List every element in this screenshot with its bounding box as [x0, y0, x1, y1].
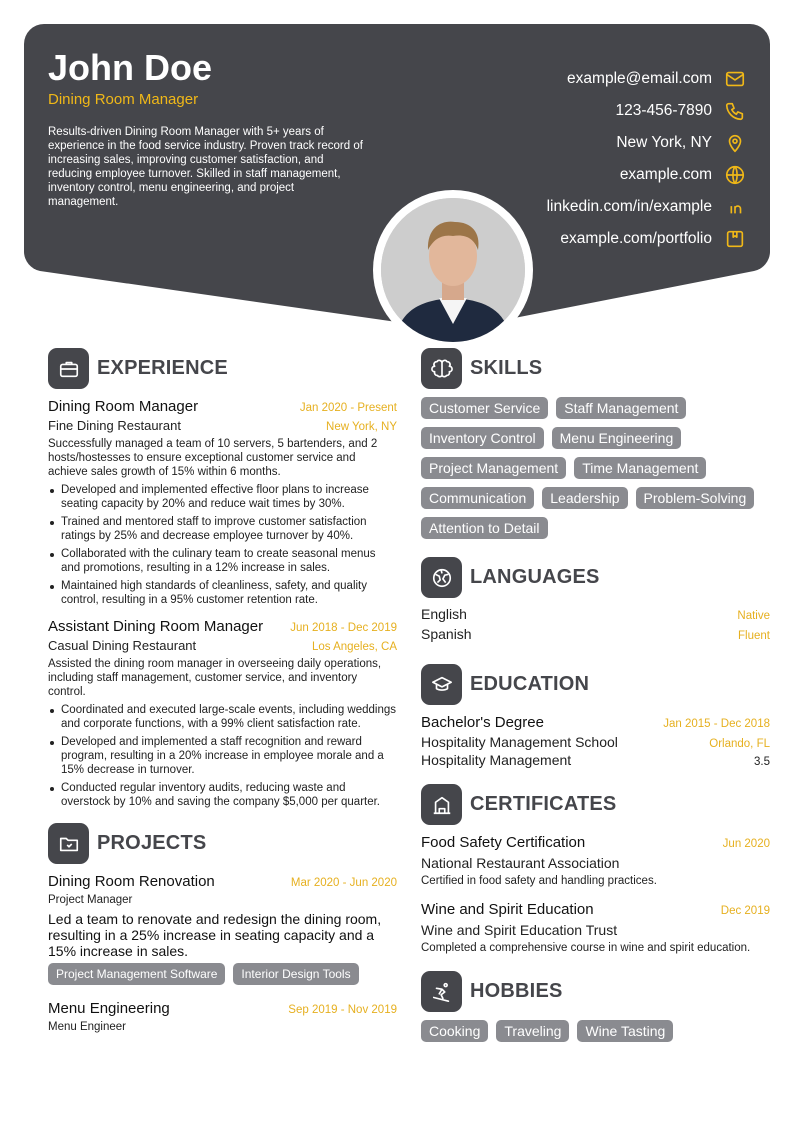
contact-location — [446, 127, 746, 159]
phone-text[interactable]: 123-456-7890 — [615, 102, 712, 119]
building-icon — [421, 784, 462, 825]
projects-title: PROJECTS — [97, 832, 207, 854]
project-item — [48, 999, 397, 1034]
skills-title: SKILLS — [470, 357, 543, 379]
profile-photo — [373, 190, 533, 350]
right-column — [421, 348, 770, 1042]
project-title: Menu Engineering — [48, 1000, 170, 1017]
language-level: Fluent — [738, 630, 770, 642]
school-name: Hospitality Management School — [421, 734, 618, 750]
job-title: Dining Room Manager — [48, 398, 199, 415]
certificates-header — [421, 784, 770, 825]
location-text: New York, NY — [616, 134, 712, 151]
skill-tag: Leadership — [542, 487, 627, 509]
job-description: Successfully managed a team of 10 servers, 5 bartenders, and 2 hosts/hostesses to ensure exceptional customer service and achieve sales growth of 15% within 6 months. — [48, 438, 378, 478]
contact-email[interactable] — [446, 63, 746, 95]
experience-item — [48, 617, 397, 809]
graduation-cap-icon — [421, 664, 462, 705]
school-location: Orlando, FL — [709, 738, 770, 750]
certificate-title: Food Safety Certification — [421, 834, 586, 851]
skill-tag: Attention to Detail — [421, 517, 548, 539]
education-title: EDUCATION — [470, 673, 590, 695]
certificate-date: Dec 2019 — [720, 905, 770, 917]
certificate-issuer: Wine and Spirit Education Trust — [421, 922, 618, 938]
skill-tag: Inventory Control — [421, 427, 544, 449]
certificate-title: Wine and Spirit Education — [421, 901, 594, 918]
language-row — [421, 626, 770, 646]
experience-title: EXPERIENCE — [97, 357, 228, 379]
projects-header — [48, 823, 397, 864]
email-icon — [724, 68, 746, 90]
language-name: English — [421, 606, 467, 622]
languages-title: LANGUAGES — [470, 566, 600, 588]
briefcase-icon — [48, 348, 89, 389]
hobby-tag: Wine Tasting — [577, 1020, 673, 1042]
person-photo — [381, 198, 525, 342]
job-date: Jun 2018 - Dec 2019 — [290, 622, 397, 634]
education-date: Jan 2015 - Dec 2018 — [663, 718, 770, 730]
language-name: Spanish — [421, 626, 472, 642]
job-bullet: Trained and mentored staff to improve customer satisfaction ratings by 25% and decrease employee turnover by 40%. — [48, 515, 397, 543]
company-name: Fine Dining Restaurant — [48, 418, 181, 433]
website-text[interactable]: example.com — [619, 166, 712, 183]
job-bullet: Coordinated and executed large-scale events, including weddings and corporate functions, with a 99% client satisfaction rate. — [48, 703, 397, 731]
hobbies-title: HOBBIES — [470, 980, 563, 1002]
project-title: Dining Room Renovation — [48, 873, 215, 890]
portfolio-icon — [724, 228, 746, 250]
job-date: Jan 2020 - Present — [299, 402, 397, 414]
contact-website[interactable] — [446, 159, 746, 191]
location-icon — [724, 132, 746, 154]
certificate-description: Certified in food safety and handling practices. — [421, 875, 657, 887]
portfolio-text[interactable]: example.com/portfolio — [560, 230, 712, 247]
hobbies-list — [421, 1020, 770, 1042]
hobby-tag: Traveling — [496, 1020, 569, 1042]
profile-summary: Results-driven Dining Room Manager with 5+ years of experience in the food service industry. Proven track record of increasing sales, improving customer satisfaction, and reducing employee turnover. Skilled in staff management, inventory control, menu engineering, and project management. — [48, 126, 363, 208]
degree: Bachelor's Degree — [421, 714, 544, 731]
job-bullets — [48, 703, 397, 809]
project-tag: Interior Design Tools — [233, 963, 358, 985]
experience-header — [48, 348, 397, 389]
language-list — [421, 606, 770, 646]
education-header — [421, 664, 770, 705]
job-location: Los Angeles, CA — [311, 641, 397, 653]
globe-icon — [724, 164, 746, 186]
gpa: 3.5 — [754, 756, 770, 768]
certificate-item — [421, 900, 770, 955]
language-icon — [421, 557, 462, 598]
skill-tag: Communication — [421, 487, 534, 509]
skiing-icon — [421, 971, 462, 1012]
job-bullets — [48, 483, 397, 607]
job-bullet: Conducted regular inventory audits, reducing waste and overstock by 10% and saving the company $5,000 per quarter. — [48, 781, 397, 809]
candidate-title: Dining Room Manager — [48, 91, 199, 108]
project-date: Mar 2020 - Jun 2020 — [290, 877, 397, 889]
certificates-title: CERTIFICATES — [470, 793, 617, 815]
linkedin-icon — [724, 196, 746, 218]
company-name: Casual Dining Restaurant — [48, 638, 197, 653]
language-row — [421, 606, 770, 626]
skills-list — [421, 397, 770, 539]
job-title: Assistant Dining Room Manager — [48, 618, 264, 635]
job-bullet: Developed and implemented effective floor plans to increase seating capacity by 20% and reduce wait times by 30%. — [48, 483, 397, 511]
hobby-tag: Cooking — [421, 1020, 488, 1042]
linkedin-text[interactable]: linkedin.com/in/example — [546, 198, 712, 215]
field-of-study: Hospitality Management — [421, 752, 572, 768]
certificate-issuer: National Restaurant Association — [421, 855, 620, 871]
education-item — [421, 713, 770, 768]
skill-tag: Customer Service — [421, 397, 548, 419]
skill-tag: Menu Engineering — [552, 427, 682, 449]
job-location: New York, NY — [326, 421, 397, 433]
job-bullet: Collaborated with the culinary team to create seasonal menus and promotions, resulting in a 12% increase in sales. — [48, 547, 397, 575]
contact-phone[interactable] — [446, 95, 746, 127]
project-tags — [48, 963, 397, 985]
skill-tag: Time Management — [574, 457, 706, 479]
hobbies-header — [421, 971, 770, 1012]
folder-icon — [48, 823, 89, 864]
certificate-item — [421, 833, 770, 888]
project-item — [48, 872, 397, 985]
project-tag: Project Management Software — [48, 963, 225, 985]
left-column — [48, 348, 397, 1034]
job-bullet: Maintained high standards of cleanliness, safety, and quality control, resulting in a 95% customer retention rate. — [48, 579, 397, 607]
job-description: Assisted the dining room manager in overseeing daily operations, including staff management, customer service, and inventory control. — [48, 658, 382, 698]
project-role: Menu Engineer — [48, 1021, 126, 1033]
project-date: Sep 2019 - Nov 2019 — [288, 1004, 397, 1016]
skill-tag: Project Management — [421, 457, 566, 479]
skills-header — [421, 348, 770, 389]
certificate-description: Completed a comprehensive course in wine and spirit education. — [421, 942, 751, 954]
project-role: Project Manager — [48, 894, 133, 906]
phone-icon — [724, 100, 746, 122]
certificate-date: Jun 2020 — [722, 838, 770, 850]
experience-item — [48, 397, 397, 607]
candidate-name: John Doe — [48, 47, 213, 88]
skill-tag: Problem-Solving — [636, 487, 755, 509]
skill-tag: Staff Management — [556, 397, 686, 419]
language-level: Native — [737, 610, 770, 622]
job-bullet: Developed and implemented a staff recognition and reward program, resulting in a 20% increase in employee morale and a 15% decrease in turnover. — [48, 735, 397, 777]
project-description: Led a team to renovate and redesign the dining room, resulting in a 25% increase in seating capacity and a 15% increase in sales. — [48, 911, 382, 959]
email-text[interactable]: example@email.com — [567, 70, 712, 87]
brain-icon — [421, 348, 462, 389]
languages-header — [421, 557, 770, 598]
